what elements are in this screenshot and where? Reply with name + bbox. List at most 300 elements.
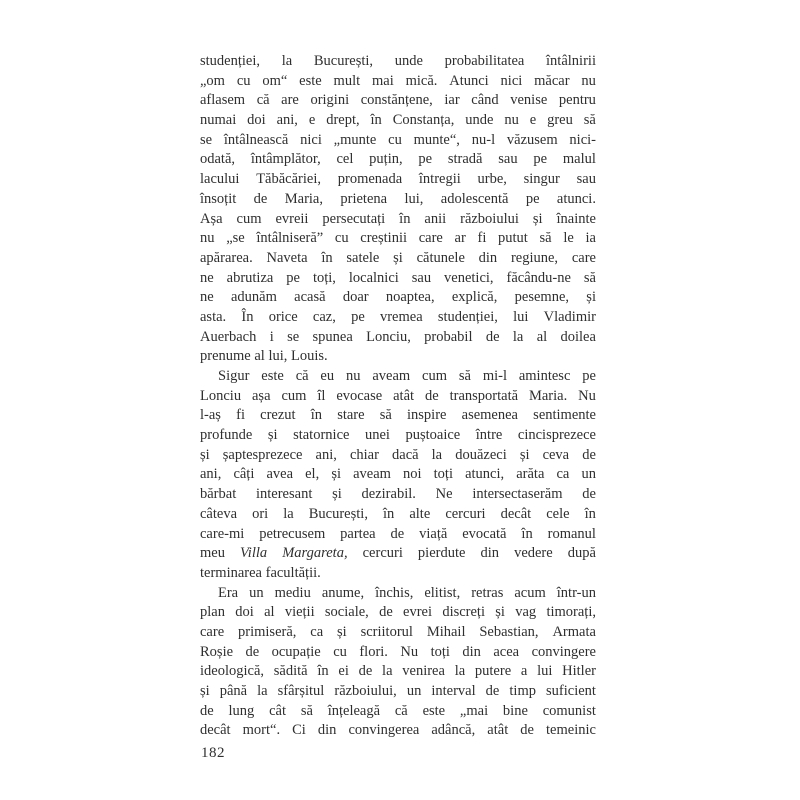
word: la xyxy=(431,446,443,463)
word: la xyxy=(382,663,393,680)
word: nici- xyxy=(569,131,596,148)
word: urbe, xyxy=(477,171,507,188)
text-line xyxy=(200,662,596,682)
word: arăta xyxy=(516,466,545,483)
word: ocupație xyxy=(271,643,321,660)
word: decât xyxy=(500,505,532,522)
word: pe xyxy=(286,269,300,286)
word: retras xyxy=(471,584,504,601)
word: e xyxy=(529,112,537,129)
word: atunci. xyxy=(556,190,596,207)
word: bine xyxy=(502,702,528,719)
word: sfârșitul xyxy=(277,683,325,699)
word: la xyxy=(512,328,524,345)
word: de xyxy=(253,190,268,207)
word: creștinii xyxy=(360,230,408,247)
word: comunist xyxy=(542,702,596,719)
word: probabil xyxy=(424,328,473,345)
word: sădită xyxy=(273,663,308,680)
word: doilea xyxy=(560,328,596,345)
word: să xyxy=(583,269,596,286)
word: vag xyxy=(515,604,537,621)
word: drept, xyxy=(326,112,360,129)
word: toți xyxy=(433,466,453,483)
word: șaptesprezece xyxy=(222,446,303,463)
word: nu xyxy=(200,230,215,247)
word: în xyxy=(383,505,395,522)
word: prietena xyxy=(340,190,388,207)
word: războiului, xyxy=(334,683,397,699)
word: suficient xyxy=(546,683,596,699)
text-line xyxy=(200,347,596,367)
word: romanul xyxy=(547,525,596,542)
word: Margareta, xyxy=(282,545,348,562)
word: că xyxy=(394,702,408,719)
word: venirea xyxy=(402,663,445,680)
word: în xyxy=(317,663,329,680)
word: să xyxy=(300,702,313,719)
word: fi xyxy=(236,407,245,424)
word: profunde xyxy=(200,427,253,444)
word: să xyxy=(379,407,392,424)
word: mi-l xyxy=(482,368,507,384)
word: lui xyxy=(537,663,553,680)
word: acea xyxy=(493,643,520,660)
word: în xyxy=(584,505,596,522)
word: și xyxy=(519,446,530,463)
word: noaptea, xyxy=(385,289,435,306)
word: „om xyxy=(200,72,225,89)
word: nu xyxy=(345,368,361,384)
word: ne xyxy=(200,289,214,306)
word: îl xyxy=(317,387,326,404)
word: abrutiza xyxy=(226,269,274,286)
word: în xyxy=(399,210,411,227)
word: din xyxy=(462,643,481,660)
word: lui xyxy=(513,308,529,325)
word: douăzeci xyxy=(455,446,507,463)
word: cele xyxy=(546,505,570,522)
word: amintesc xyxy=(518,368,571,384)
word: anume, xyxy=(321,584,365,601)
word: chiar xyxy=(349,446,379,463)
word: Nu xyxy=(578,387,596,404)
word: toți xyxy=(430,643,450,660)
word: ia xyxy=(585,230,596,247)
word: ceva xyxy=(542,446,570,463)
word: de xyxy=(520,722,534,739)
word: Nu xyxy=(400,643,419,660)
word: până xyxy=(219,683,248,699)
word: studenției, xyxy=(200,53,261,69)
word: În xyxy=(241,308,254,325)
word: este xyxy=(299,72,322,89)
word: adolescentă xyxy=(440,190,509,207)
word: anii xyxy=(424,210,447,227)
text-line xyxy=(200,682,596,702)
word: în xyxy=(310,407,323,424)
word: și xyxy=(332,486,342,503)
word: caz, xyxy=(312,308,336,325)
text-line xyxy=(200,131,596,151)
word: „se xyxy=(226,230,245,247)
word: l-aș xyxy=(200,407,221,424)
word: constănțene, xyxy=(360,92,433,109)
word: și xyxy=(200,446,210,463)
word: se xyxy=(287,328,300,345)
text-line xyxy=(200,288,596,308)
word: decât xyxy=(200,722,231,739)
word: și xyxy=(267,427,278,444)
word: vieții xyxy=(284,604,315,621)
text-line xyxy=(200,269,596,289)
word: când xyxy=(471,92,499,109)
word: studenției, xyxy=(437,308,498,325)
word: adâncă, xyxy=(431,722,476,739)
word: așa xyxy=(252,387,271,404)
word: atât xyxy=(487,722,509,739)
word: de xyxy=(390,525,405,542)
word: puțin, xyxy=(369,151,403,168)
word: nici xyxy=(500,72,523,89)
word: asemenea xyxy=(461,407,518,424)
word: partea xyxy=(340,525,376,542)
word: sentimente xyxy=(533,407,596,424)
word: inspire xyxy=(407,407,447,424)
word: stradă xyxy=(447,151,483,168)
text-line xyxy=(200,465,596,485)
word: și xyxy=(586,289,596,306)
word: venise xyxy=(510,92,548,109)
word: toți, xyxy=(312,269,336,286)
word: de xyxy=(245,643,260,660)
text-line xyxy=(200,229,596,249)
word: doar xyxy=(342,289,369,306)
word: la xyxy=(283,505,294,522)
word: este xyxy=(422,702,446,719)
word: ei xyxy=(338,663,349,680)
word: Era xyxy=(218,584,239,601)
word: aveam xyxy=(372,368,411,384)
word: după xyxy=(567,545,596,562)
word: unde xyxy=(465,112,494,129)
word: mult xyxy=(333,72,361,89)
text-line xyxy=(200,721,596,741)
text-line xyxy=(200,210,596,230)
word: pierdute xyxy=(417,545,466,562)
word: la xyxy=(281,53,293,69)
word: iar xyxy=(444,92,460,109)
paragraph xyxy=(200,584,596,742)
word: putut xyxy=(498,230,528,247)
word: avea xyxy=(266,466,294,483)
word: al xyxy=(536,328,548,345)
word: al xyxy=(264,604,275,621)
word: interesant xyxy=(255,486,313,503)
word: cel xyxy=(336,151,354,168)
word: întâlniseră” xyxy=(256,230,324,247)
word: le xyxy=(563,230,574,247)
word: să xyxy=(539,230,552,247)
word: cincisprezece xyxy=(517,427,596,444)
word: cu xyxy=(333,643,347,660)
word: nu xyxy=(581,72,596,89)
word: alte xyxy=(409,505,431,522)
word: putere xyxy=(474,663,512,680)
word: Maria, xyxy=(284,190,323,207)
paragraph xyxy=(200,367,596,584)
text-line xyxy=(200,446,596,466)
paragraph xyxy=(200,52,596,367)
word: mort“. xyxy=(242,722,281,739)
word: ca xyxy=(310,623,324,640)
word: numai xyxy=(200,112,237,129)
word: unde xyxy=(394,53,423,69)
word: elitist, xyxy=(424,584,461,601)
word: Maria. xyxy=(528,387,568,404)
word: în xyxy=(321,249,333,266)
word: viață xyxy=(419,525,448,542)
word: cât xyxy=(269,702,286,719)
word: om“ xyxy=(262,72,288,89)
word: din xyxy=(317,722,337,739)
word: origini xyxy=(310,92,350,109)
text-line xyxy=(200,249,596,269)
word: întâlnească xyxy=(223,131,289,148)
word: evocase xyxy=(336,387,383,404)
word: timp xyxy=(509,683,536,699)
word: ani, xyxy=(276,112,298,129)
word: cercuri xyxy=(445,505,486,522)
word: că xyxy=(295,368,309,384)
word: din xyxy=(480,545,500,562)
word: Hitler xyxy=(562,663,596,680)
word: convingere xyxy=(531,643,596,660)
text-line xyxy=(200,544,596,564)
word: Ci xyxy=(292,722,306,739)
word: el, xyxy=(305,466,320,483)
text-line xyxy=(200,584,596,604)
word: ani, xyxy=(200,466,222,483)
word: a xyxy=(520,663,528,680)
word: eu xyxy=(320,368,335,384)
word: timorați, xyxy=(546,604,596,621)
text-line xyxy=(200,603,596,623)
text-line xyxy=(200,643,596,663)
word: mai xyxy=(371,72,394,89)
word: cum xyxy=(422,368,447,384)
word: persecutați xyxy=(322,210,386,227)
word: de xyxy=(379,604,393,621)
word: pe xyxy=(351,308,365,325)
word: doi xyxy=(247,112,266,129)
word: primiseră, xyxy=(238,623,297,640)
word: adunăm xyxy=(230,289,277,306)
word: promenada xyxy=(337,171,403,188)
word: bărbat xyxy=(200,486,237,503)
word: doi xyxy=(235,604,254,621)
word: statornice xyxy=(293,427,350,444)
word: plan xyxy=(200,604,225,621)
word: nici xyxy=(300,131,322,148)
word: văzusem xyxy=(506,131,558,148)
word: evrei xyxy=(403,604,433,621)
word: atunci, xyxy=(465,466,505,483)
word: de xyxy=(582,486,596,503)
word: însoțit xyxy=(200,190,237,207)
word: venetici, xyxy=(444,269,494,286)
word: vremea xyxy=(379,308,423,325)
word: care-mi xyxy=(200,525,245,542)
word: Mihail xyxy=(426,623,466,640)
word: nu xyxy=(504,112,519,129)
text-line xyxy=(200,406,596,426)
word: sau xyxy=(411,269,432,286)
word: explică, xyxy=(451,289,498,306)
word: apărarea. xyxy=(200,249,253,266)
word: ori xyxy=(252,505,269,522)
word: probabilitatea xyxy=(444,53,525,69)
page-number: 182 xyxy=(201,745,225,761)
word: pe xyxy=(418,151,433,168)
word: la xyxy=(454,663,466,680)
word: Villa xyxy=(240,545,268,562)
word: Atunci xyxy=(449,72,489,89)
text-line xyxy=(200,702,596,722)
word: Lonciu xyxy=(200,387,242,404)
word: și xyxy=(532,210,543,227)
word: sociale, xyxy=(324,604,369,621)
word: interval xyxy=(431,683,476,699)
word: ca xyxy=(556,466,570,483)
word: asta. xyxy=(200,308,227,325)
text-line xyxy=(200,426,596,446)
word: un xyxy=(249,584,264,601)
word: care xyxy=(200,623,225,640)
word: Armata xyxy=(552,623,596,640)
word: convingerea xyxy=(348,722,420,739)
word: războiului xyxy=(460,210,519,227)
word: câteva xyxy=(200,505,238,522)
word: lui, xyxy=(404,190,424,207)
word: pe xyxy=(582,368,596,384)
word: vedere xyxy=(514,545,553,562)
text-line xyxy=(200,190,596,210)
word: înainte xyxy=(556,210,596,227)
text-line xyxy=(200,328,596,348)
word: odată, xyxy=(200,151,236,168)
word: cătunele xyxy=(416,249,465,266)
word: ne xyxy=(200,269,214,286)
word: de xyxy=(582,446,596,463)
word: câți xyxy=(233,466,255,483)
word: de xyxy=(424,387,439,404)
word: măcar xyxy=(534,72,570,89)
word: greu xyxy=(547,112,573,129)
word: ani, xyxy=(315,446,337,463)
word: și xyxy=(393,249,403,266)
word: de xyxy=(485,328,500,345)
word: dacă xyxy=(392,446,419,463)
word: pesemne, xyxy=(514,289,570,306)
text-line xyxy=(200,623,596,643)
word: Ne xyxy=(435,486,453,503)
word: care xyxy=(571,249,596,266)
word: spunea xyxy=(312,328,353,345)
word: Sigur xyxy=(218,368,250,384)
word: noi xyxy=(403,466,422,483)
word: regiune, xyxy=(510,249,559,266)
word: crezut xyxy=(260,407,296,424)
word: dezirabil. xyxy=(361,486,416,503)
word: cercuri xyxy=(362,545,403,562)
word: mică. xyxy=(405,72,438,89)
word: stare xyxy=(337,407,365,424)
word: întâmplător, xyxy=(250,151,321,168)
word: și xyxy=(495,604,505,621)
word: petrecusem xyxy=(259,525,326,542)
word: acum xyxy=(514,584,546,601)
word: la xyxy=(257,683,268,699)
word: Auerbach xyxy=(200,328,257,345)
word: e xyxy=(308,112,316,129)
word: evreii xyxy=(275,210,309,227)
text-block xyxy=(200,52,596,741)
word: discreți xyxy=(442,604,485,621)
word: București, xyxy=(313,53,374,69)
word: din xyxy=(478,249,498,266)
word: Roșie xyxy=(200,643,234,660)
text-line xyxy=(200,564,596,584)
word: cu xyxy=(334,230,349,247)
word: unei xyxy=(364,427,390,444)
text-line xyxy=(200,387,596,407)
word: sau xyxy=(576,171,596,188)
word: evocată xyxy=(462,525,507,542)
word: Tăbăcăriei, xyxy=(256,171,321,188)
text-line xyxy=(200,170,596,190)
word: meu xyxy=(200,545,225,562)
word: temeinic xyxy=(546,722,596,739)
word: Sebastian, xyxy=(479,623,539,640)
word: Constanța, xyxy=(392,112,455,129)
word: se xyxy=(200,131,213,148)
word: Naveta xyxy=(266,249,308,266)
word: și xyxy=(337,623,347,640)
text-line xyxy=(200,111,596,131)
word: Lonciu, xyxy=(366,328,411,345)
word: și xyxy=(331,466,341,483)
word: să xyxy=(583,112,596,129)
word: un xyxy=(406,683,422,699)
word: singur xyxy=(523,171,560,188)
word: pentru xyxy=(558,92,596,109)
word: este xyxy=(261,368,284,384)
word: satele xyxy=(346,249,380,266)
word: orice xyxy=(268,308,298,325)
word: puștoaice xyxy=(405,427,461,444)
word: transportată xyxy=(449,387,519,404)
text-line xyxy=(200,525,596,545)
word: malul xyxy=(562,151,596,168)
word: cum xyxy=(281,387,307,404)
text-line xyxy=(200,150,596,170)
word: de xyxy=(358,663,373,680)
word: întâlnirii xyxy=(546,53,596,69)
word: mediu xyxy=(274,584,311,601)
word: făcându-ne xyxy=(506,269,571,286)
word: între xyxy=(475,427,503,444)
